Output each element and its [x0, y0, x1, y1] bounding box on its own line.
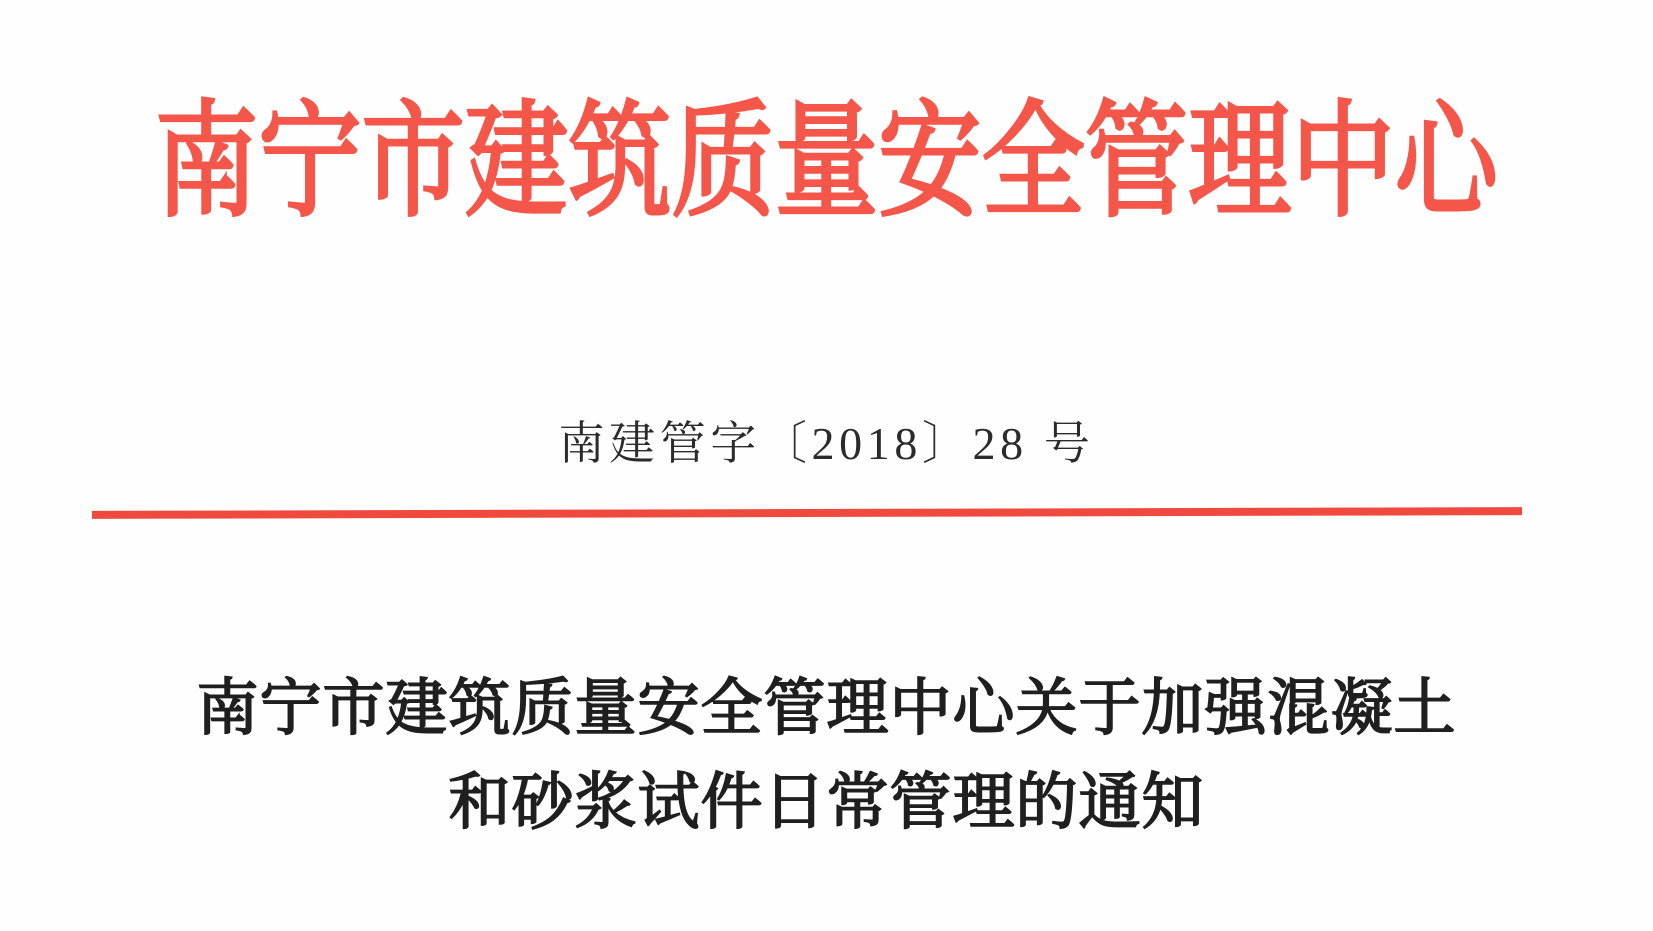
document-number: 南建管字〔2018〕28 号	[558, 418, 1095, 469]
document-title-line2: 和砂浆试件日常管理的通知	[448, 769, 1205, 837]
red-divider-line	[92, 507, 1522, 519]
document-title	[0, 662, 1653, 850]
agency-letterhead: 南宁市建筑质量安全管理中心	[154, 94, 1499, 233]
document-title-line1: 南宁市建筑质量安全管理中心关于加强混凝土	[196, 675, 1457, 743]
